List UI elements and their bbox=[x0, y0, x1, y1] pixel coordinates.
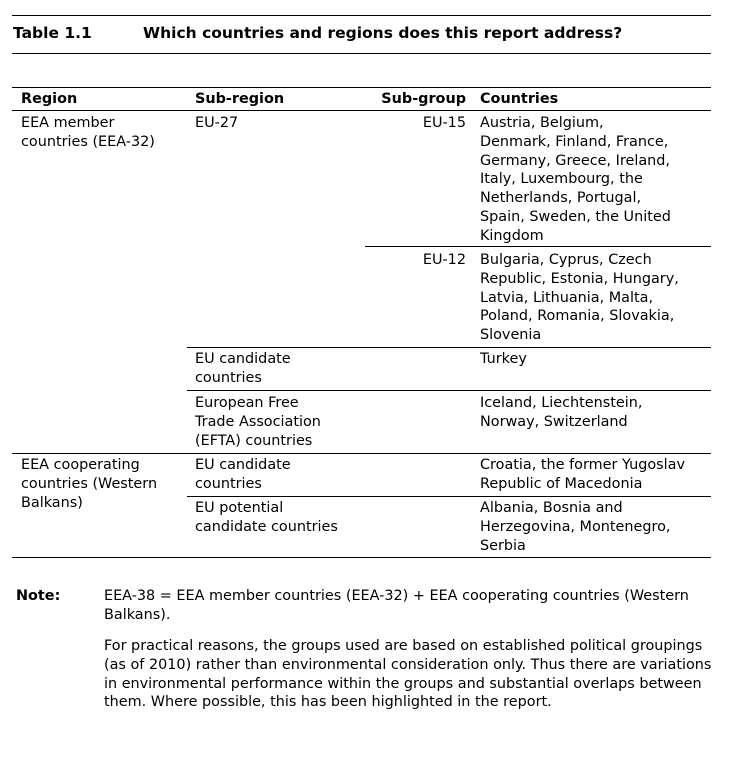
row-rule-4 bbox=[12, 453, 711, 454]
table-top-rule bbox=[12, 87, 711, 88]
header-countries: Countries bbox=[480, 91, 559, 107]
note-paragraph-2: For practical reasons, the groups used are based on established political groupings (as of 2010) rather than environmental consideration only. Thus there are variations in environmental performance within the groups and substantial overlaps between them. Where possible, this has been highlighted in the report. bbox=[104, 638, 712, 711]
cell-sub-region-1: EU-27 bbox=[195, 115, 239, 131]
header-sub-group: Sub-group bbox=[381, 91, 466, 107]
note-label: Note: bbox=[16, 588, 61, 604]
table-number: Table 1.1 bbox=[13, 24, 92, 42]
cell-sub-region-4: European Free Trade Association (EFTA) countries bbox=[195, 395, 321, 449]
cell-sub-region-5: EU candidate countries bbox=[195, 457, 291, 492]
cell-region-1: EEA member countries (EEA-32) bbox=[21, 115, 155, 150]
cell-sub-region-6: EU potential candidate countries bbox=[195, 500, 338, 535]
cell-countries-5: Croatia, the former Yugoslav Republic of Macedonia bbox=[480, 457, 685, 492]
header-bottom-rule bbox=[12, 110, 711, 111]
cell-sub-group-2: EU-12 bbox=[422, 252, 466, 268]
cell-region-5: EEA cooperating countries (Western Balkans) bbox=[21, 457, 158, 511]
cell-countries-6: Albania, Bosnia and Herzegovina, Montenegro, Serbia bbox=[480, 500, 671, 554]
cell-countries-2: Bulgaria, Cyprus, Czech Republic, Estonia, Hungary, Latvia, Lithuania, Malta, Poland, Romania, Slovakia, Slovenia bbox=[480, 252, 679, 344]
title-top-rule bbox=[12, 15, 711, 16]
table-bottom-rule bbox=[12, 557, 711, 558]
row-rule-3 bbox=[187, 390, 711, 391]
row-rule-5 bbox=[187, 496, 711, 497]
cell-sub-group-1: EU-15 bbox=[422, 115, 466, 131]
table-title: Which countries and regions does this report address? bbox=[143, 24, 623, 42]
cell-countries-4: Iceland, Liechtenstein, Norway, Switzerland bbox=[480, 395, 643, 430]
title-bottom-rule bbox=[12, 53, 711, 54]
row-rule-1 bbox=[365, 246, 711, 247]
header-region: Region bbox=[21, 91, 78, 107]
cell-sub-region-3: EU candidate countries bbox=[195, 351, 291, 386]
cell-countries-3: Turkey bbox=[480, 351, 527, 367]
header-sub-region: Sub-region bbox=[195, 91, 285, 107]
cell-countries-1: Austria, Belgium, Denmark, Finland, France, Germany, Greece, Ireland, Italy, Luxembourg, the Netherlands, Portugal, Spain, Sweden, the United Kingdom bbox=[480, 115, 671, 244]
note-paragraph-1: EEA-38 = EEA member countries (EEA-32) + EEA cooperating countries (Western Balkans). bbox=[104, 588, 689, 623]
row-rule-2 bbox=[187, 347, 711, 348]
